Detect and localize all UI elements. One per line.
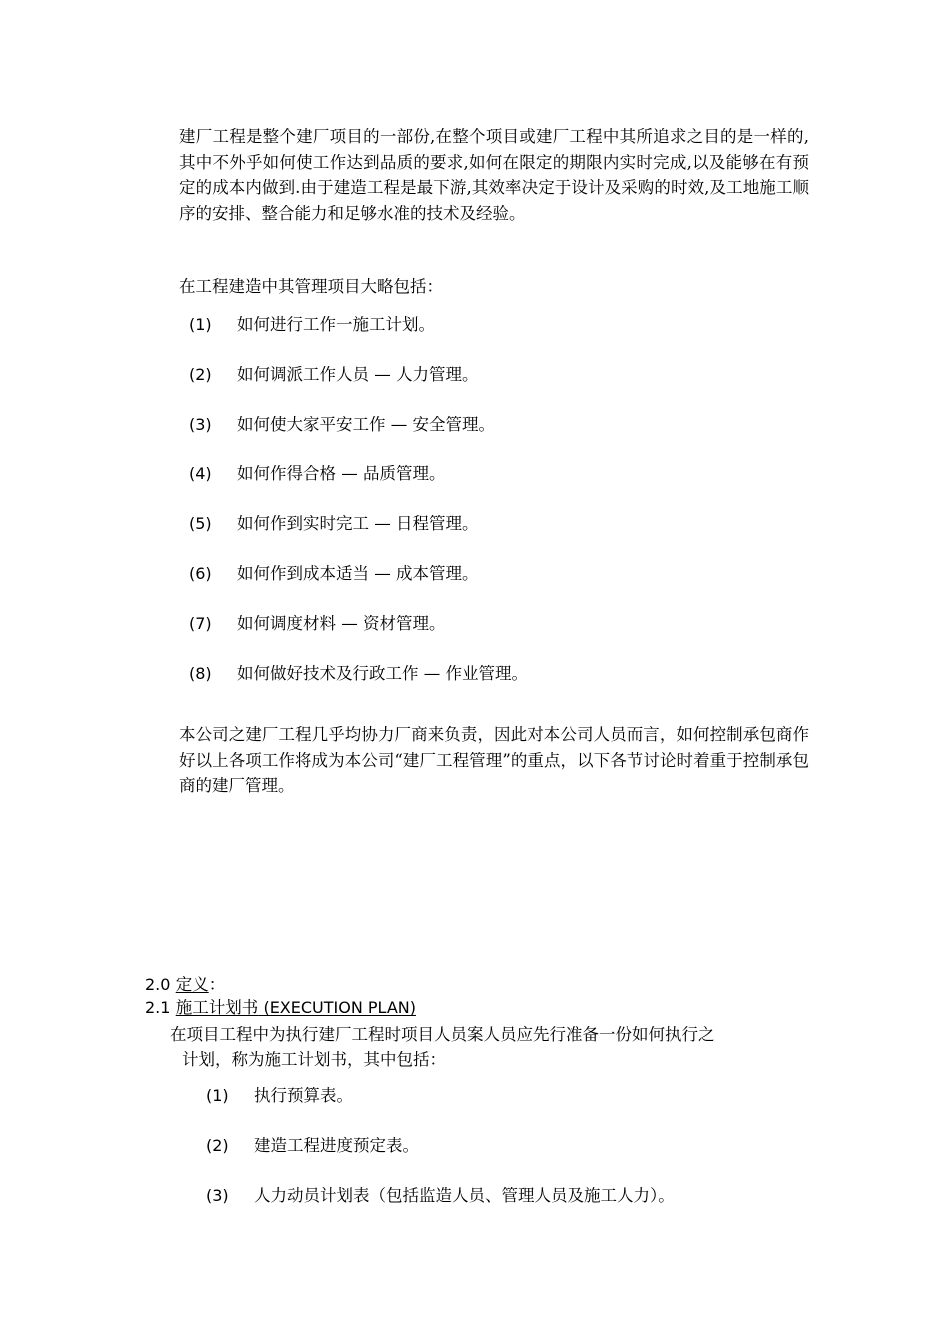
list-item xyxy=(206,1133,675,1158)
section-number: 2.0 xyxy=(145,975,171,994)
list-item-number: (3) xyxy=(189,414,212,434)
execution-plan-line-1: 在项目工程中为执行建厂工程时项目人员案人员应先行准备一份如何执行之 xyxy=(170,1025,715,1044)
list-item-text: 如何作到实时完工 — 日程管理。 xyxy=(237,514,479,534)
list-item xyxy=(189,412,528,437)
list-item xyxy=(189,661,528,686)
section-number: 2.1 xyxy=(145,998,171,1017)
list-item-number: (7) xyxy=(189,613,212,633)
execution-plan-paragraph xyxy=(170,1022,810,1072)
list-item-text: 如何调派工作人员 — 人力管理。 xyxy=(237,364,479,384)
section-title-underlined xyxy=(176,998,416,1017)
list-item-text: 如何调度材料 — 资材管理。 xyxy=(237,613,446,633)
intro-paragraph: 建厂工程是整个建厂项目的一部份,在整个项目或建厂工程中其所追求之目的是一样的,其中不外乎如何使工作达到品质的要求,如何在限定的期限内实时完成,以及能够在有预定的成本内做到.由于建造工程是最下游,其效率决定于设计及采购的时效,及工地施工顺序的安排、整合能力和足够水准的技术及经验。 xyxy=(179,127,809,223)
section-title: 定义 xyxy=(175,975,209,994)
list-item-text: 如何作得合格 — 品质管理。 xyxy=(237,464,446,484)
list-item xyxy=(206,1083,675,1108)
list-item-number: (2) xyxy=(189,364,212,384)
list-item-text: 如何进行工作一施工计划。 xyxy=(237,315,435,334)
closing-paragraph: 本公司之建厂工程几乎均协力厂商来负责，因此对本公司人员而言，如何控制承包商作好以上各项工作将成为本公司“建厂工程管理”的重点，以下各节讨论时着重于控制承包商的建厂管理。 xyxy=(179,725,809,795)
list-item-number: (1) xyxy=(189,315,212,334)
list-item-text: 如何做好技术及行政工作 — 作业管理。 xyxy=(237,663,528,683)
list-item-number: (1) xyxy=(206,1086,229,1105)
section-title-en: (EXECUTION PLAN) xyxy=(263,998,416,1017)
list-item xyxy=(189,561,528,586)
list-item-text: 建造工程进度预定表。 xyxy=(254,1135,419,1155)
execution-plan-line-2: 计划，称为施工计划书，其中包括： xyxy=(182,1050,446,1069)
section-title-cn: 施工计划书 xyxy=(175,998,259,1017)
list-item xyxy=(189,461,528,486)
list-item xyxy=(189,511,528,536)
list-item-number: (5) xyxy=(189,514,212,534)
section-title-suffix: ： xyxy=(208,975,226,994)
list-item-text: 人力动员计划表（包括监造人员、管理人员及施工人力）。 xyxy=(254,1185,675,1205)
management-list-title: 在工程建造中其管理项目大略包括： xyxy=(179,277,443,296)
list-item-text: 执行预算表。 xyxy=(254,1086,353,1105)
list-item-text: 如何使大家平安工作 — 安全管理。 xyxy=(237,414,495,434)
section-2-0-heading xyxy=(145,974,225,996)
list-item-number: (3) xyxy=(206,1185,229,1205)
management-items-list xyxy=(189,312,528,710)
list-item xyxy=(189,362,528,387)
list-item xyxy=(189,312,528,337)
list-item xyxy=(189,611,528,636)
list-item-number: (8) xyxy=(189,663,212,683)
list-item-number: (4) xyxy=(189,464,212,484)
execution-plan-items-list xyxy=(206,1083,675,1232)
list-item xyxy=(206,1183,675,1208)
list-item-number: (2) xyxy=(206,1135,229,1155)
section-2-1-heading xyxy=(145,997,416,1019)
list-item-number: (6) xyxy=(189,563,212,583)
list-item-text: 如何作到成本适当 — 成本管理。 xyxy=(237,563,479,583)
